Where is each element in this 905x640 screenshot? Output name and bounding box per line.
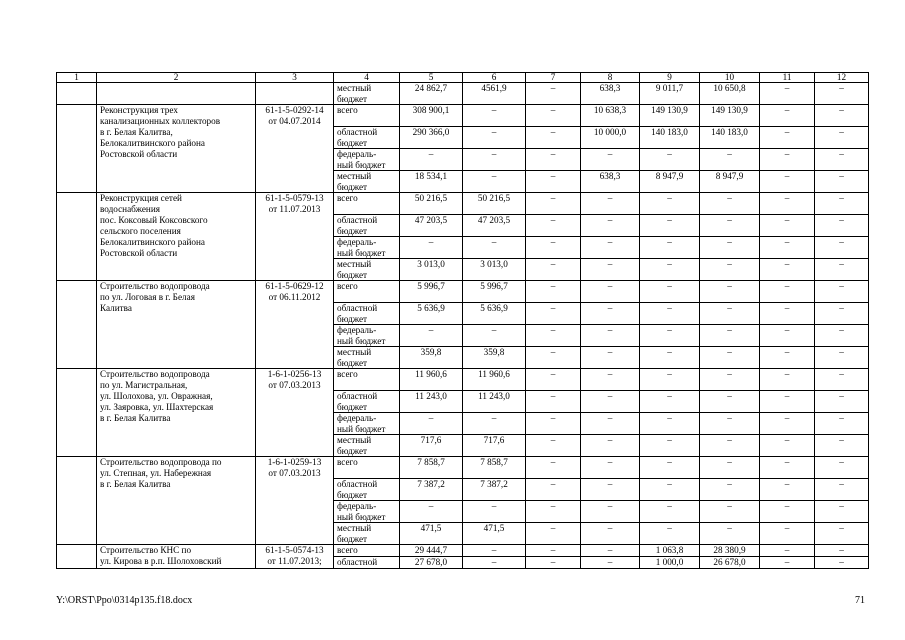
value-cell: 308 900,1: [400, 105, 463, 127]
value-cell: –: [581, 193, 640, 215]
value-cell: –: [700, 149, 760, 171]
value-cell: 10 650,8: [700, 83, 760, 105]
value-cell: –: [815, 479, 869, 501]
value-cell: –: [581, 479, 640, 501]
value-cell: –: [526, 369, 581, 391]
value-cell: –: [760, 171, 815, 193]
value-cell: –: [700, 281, 760, 303]
value-cell: –: [581, 557, 640, 569]
budget-type: всего: [334, 281, 400, 303]
value-cell: –: [760, 413, 815, 435]
value-cell: –: [526, 237, 581, 259]
value-cell: –: [815, 557, 869, 569]
value-cell: –: [815, 237, 869, 259]
value-cell: 8 947,9: [640, 171, 700, 193]
value-cell: –: [700, 391, 760, 413]
column-number: 1: [57, 73, 97, 83]
value-cell: –: [640, 259, 700, 281]
value-cell: –: [760, 545, 815, 557]
value-cell: 3 013,0: [400, 259, 463, 281]
column-number: 3: [256, 73, 334, 83]
value-cell: 7 387,2: [463, 479, 526, 501]
value-cell: –: [700, 215, 760, 237]
value-cell: –: [400, 413, 463, 435]
value-cell: –: [463, 413, 526, 435]
value-cell: –: [700, 369, 760, 391]
value-cell: –: [463, 127, 526, 149]
value-cell: –: [760, 105, 815, 127]
table-row: [57, 369, 869, 391]
empty-cell: [97, 83, 256, 105]
value-cell: –: [760, 391, 815, 413]
footer-file-path: Y:\ORST\Ppo\0314p135.f18.docx: [56, 595, 193, 606]
value-cell: –: [581, 325, 640, 347]
value-cell: –: [581, 523, 640, 545]
value-cell: –: [463, 325, 526, 347]
value-cell: 140 183,0: [700, 127, 760, 149]
value-cell: –: [526, 435, 581, 457]
project-name: Строительство КНС по ул. Кирова в р.п. Шолоховский: [97, 545, 256, 569]
value-cell: –: [815, 105, 869, 127]
value-cell: –: [700, 413, 760, 435]
value-cell: 10 000,0: [581, 127, 640, 149]
value-cell: –: [581, 281, 640, 303]
value-cell: –: [640, 413, 700, 435]
empty-cell: [57, 369, 97, 457]
column-number: 8: [581, 73, 640, 83]
value-cell: –: [700, 193, 760, 215]
value-cell: 27 678,0: [400, 557, 463, 569]
column-number: 9: [640, 73, 700, 83]
value-cell: –: [463, 171, 526, 193]
value-cell: –: [640, 325, 700, 347]
budget-type: всего: [334, 545, 400, 557]
value-cell: –: [815, 83, 869, 105]
value-cell: –: [760, 369, 815, 391]
value-cell: –: [463, 237, 526, 259]
value-cell: –: [760, 457, 815, 479]
value-cell: –: [815, 215, 869, 237]
value-cell: –: [815, 259, 869, 281]
value-cell: –: [815, 171, 869, 193]
value-cell: –: [815, 127, 869, 149]
value-cell: –: [463, 149, 526, 171]
value-cell: –: [760, 83, 815, 105]
value-cell: –: [400, 149, 463, 171]
value-cell: 29 444,7: [400, 545, 463, 557]
value-cell: 471,5: [463, 523, 526, 545]
value-cell: –: [760, 259, 815, 281]
header-row: [57, 73, 869, 83]
page-number: 71: [855, 595, 865, 606]
project-name: Строительство водопровода по ул. Логовая в г. Белая Калитва: [97, 281, 256, 369]
budget-type: местный бюджет: [334, 347, 400, 369]
value-cell: 717,6: [463, 435, 526, 457]
value-cell: 359,8: [400, 347, 463, 369]
value-cell: 47 203,5: [463, 215, 526, 237]
value-cell: –: [760, 347, 815, 369]
budget-type: местный бюджет: [334, 171, 400, 193]
value-cell: –: [640, 523, 700, 545]
value-cell: 638,3: [581, 171, 640, 193]
value-cell: 7 858,7: [463, 457, 526, 479]
value-cell: –: [815, 325, 869, 347]
value-cell: 149 130,9: [640, 105, 700, 127]
value-cell: –: [526, 303, 581, 325]
value-cell: –: [463, 545, 526, 557]
value-cell: –: [400, 237, 463, 259]
value-cell: –: [581, 303, 640, 325]
value-cell: –: [581, 501, 640, 523]
value-cell: –: [463, 501, 526, 523]
empty-cell: [57, 281, 97, 369]
value-cell: –: [700, 501, 760, 523]
value-cell: 11 243,0: [463, 391, 526, 413]
table-row: [57, 545, 869, 557]
value-cell: –: [581, 347, 640, 369]
project-name: Реконструкция трех канализационных коллекторов в г. Белая Калитва, Белокалитвинского района Ростовской области: [97, 105, 256, 193]
value-cell: –: [640, 237, 700, 259]
value-cell: 140 183,0: [640, 127, 700, 149]
budget-type: областной бюджет: [334, 479, 400, 501]
budget-type: областной бюджет: [334, 127, 400, 149]
value-cell: –: [640, 457, 700, 479]
value-cell: –: [760, 303, 815, 325]
value-cell: 1 063,8: [640, 545, 700, 557]
project-name: Строительство водопровода по ул. Степная, ул. Набережная в г. Белая Калитва: [97, 457, 256, 545]
value-cell: –: [640, 281, 700, 303]
value-cell: –: [815, 149, 869, 171]
value-cell: –: [526, 193, 581, 215]
value-cell: –: [700, 237, 760, 259]
value-cell: –: [581, 215, 640, 237]
value-cell: –: [640, 347, 700, 369]
value-cell: –: [526, 281, 581, 303]
table-row: [57, 281, 869, 303]
empty-cell: [57, 83, 97, 105]
budget-type: федераль- ный бюджет: [334, 149, 400, 171]
value-cell: 11 960,6: [463, 369, 526, 391]
value-cell: –: [815, 193, 869, 215]
value-cell: 28 380,9: [700, 545, 760, 557]
value-cell: –: [760, 127, 815, 149]
expertise-reference: 61-1-5-0579-13 от 11.07.2013: [256, 193, 334, 281]
value-cell: 1 000,0: [640, 557, 700, 569]
value-cell: –: [700, 303, 760, 325]
empty-cell: [57, 545, 97, 569]
budget-type: местный бюджет: [334, 259, 400, 281]
value-cell: –: [760, 435, 815, 457]
column-number: 2: [97, 73, 256, 83]
value-cell: –: [640, 391, 700, 413]
value-cell: –: [760, 479, 815, 501]
budget-type: областной бюджет: [334, 391, 400, 413]
value-cell: 24 862,7: [400, 83, 463, 105]
budget-type: всего: [334, 457, 400, 479]
value-cell: 18 534,1: [400, 171, 463, 193]
budget-type: областной: [334, 557, 400, 569]
value-cell: –: [815, 303, 869, 325]
budget-type: областной бюджет: [334, 215, 400, 237]
value-cell: 5 636,9: [463, 303, 526, 325]
value-cell: 5 636,9: [400, 303, 463, 325]
value-cell: –: [700, 325, 760, 347]
budget-type: всего: [334, 193, 400, 215]
budget-type: всего: [334, 369, 400, 391]
value-cell: –: [815, 369, 869, 391]
value-cell: 11 960,6: [400, 369, 463, 391]
value-cell: –: [760, 557, 815, 569]
value-cell: –: [700, 479, 760, 501]
value-cell: 149 130,9: [700, 105, 760, 127]
value-cell: –: [581, 369, 640, 391]
value-cell: –: [581, 413, 640, 435]
column-number: 12: [815, 73, 869, 83]
value-cell: –: [700, 435, 760, 457]
value-cell: –: [815, 545, 869, 557]
project-name: Строительство водопровода по ул. Магистральная, ул. Шолохова, ул. Овражная, ул. Заяровка, ул. Шахтерская в г. Белая Калитва: [97, 369, 256, 457]
value-cell: –: [526, 83, 581, 105]
column-number: 10: [700, 73, 760, 83]
value-cell: –: [760, 501, 815, 523]
value-cell: 8 947,9: [700, 171, 760, 193]
value-cell: 471,5: [400, 523, 463, 545]
value-cell: –: [640, 435, 700, 457]
value-cell: –: [581, 237, 640, 259]
column-number: 7: [526, 73, 581, 83]
budget-table: [56, 72, 869, 569]
empty-cell: [57, 105, 97, 193]
value-cell: –: [815, 457, 869, 479]
column-number: 6: [463, 73, 526, 83]
value-cell: –: [526, 347, 581, 369]
value-cell: 5 996,7: [463, 281, 526, 303]
value-cell: –: [760, 193, 815, 215]
value-cell: –: [581, 391, 640, 413]
value-cell: –: [815, 281, 869, 303]
value-cell: –: [640, 215, 700, 237]
expertise-reference: 1-6-1-0256-13 от 07.03.2013: [256, 369, 334, 457]
value-cell: –: [463, 105, 526, 127]
budget-type: федераль- ный бюджет: [334, 501, 400, 523]
table-row: [57, 105, 869, 127]
budget-type: местный бюджет: [334, 523, 400, 545]
value-cell: –: [640, 479, 700, 501]
empty-cell: [57, 193, 97, 281]
value-cell: –: [526, 149, 581, 171]
budget-type: областной бюджет: [334, 303, 400, 325]
value-cell: –: [581, 457, 640, 479]
value-cell: 50 216,5: [400, 193, 463, 215]
budget-type: федераль- ный бюджет: [334, 325, 400, 347]
value-cell: 50 216,5: [463, 193, 526, 215]
budget-type: местный бюджет: [334, 435, 400, 457]
value-cell: –: [526, 127, 581, 149]
expertise-reference: 61-1-5-0574-13 от 11.07.2013;: [256, 545, 334, 569]
value-cell: –: [640, 369, 700, 391]
expertise-reference: 61-1-5-0629-12 от 06.11.2012: [256, 281, 334, 369]
value-cell: 9 011,7: [640, 83, 700, 105]
value-cell: –: [815, 501, 869, 523]
value-cell: –: [526, 523, 581, 545]
value-cell: –: [640, 149, 700, 171]
value-cell: –: [815, 413, 869, 435]
value-cell: –: [815, 391, 869, 413]
table-row: [57, 457, 869, 479]
value-cell: –: [400, 325, 463, 347]
value-cell: –: [700, 523, 760, 545]
value-cell: 47 203,5: [400, 215, 463, 237]
value-cell: –: [700, 457, 760, 479]
value-cell: –: [815, 523, 869, 545]
value-cell: –: [640, 501, 700, 523]
budget-type: всего: [334, 105, 400, 127]
value-cell: 26 678,0: [700, 557, 760, 569]
expertise-reference: 1-6-1-0259-13 от 07.03.2013: [256, 457, 334, 545]
column-number: 4: [334, 73, 400, 83]
value-cell: –: [760, 215, 815, 237]
value-cell: 359,8: [463, 347, 526, 369]
table-row: [57, 83, 869, 105]
value-cell: –: [400, 501, 463, 523]
value-cell: –: [640, 303, 700, 325]
value-cell: 3 013,0: [463, 259, 526, 281]
value-cell: –: [815, 347, 869, 369]
value-cell: –: [581, 259, 640, 281]
value-cell: –: [526, 457, 581, 479]
value-cell: –: [526, 215, 581, 237]
value-cell: –: [760, 237, 815, 259]
value-cell: –: [526, 545, 581, 557]
budget-type: федераль- ный бюджет: [334, 413, 400, 435]
value-cell: –: [463, 557, 526, 569]
column-number: 5: [400, 73, 463, 83]
value-cell: –: [526, 479, 581, 501]
value-cell: –: [526, 391, 581, 413]
value-cell: –: [760, 149, 815, 171]
value-cell: 10 638,3: [581, 105, 640, 127]
value-cell: 4561,9: [463, 83, 526, 105]
value-cell: –: [526, 557, 581, 569]
value-cell: –: [526, 259, 581, 281]
value-cell: 7 858,7: [400, 457, 463, 479]
value-cell: 7 387,2: [400, 479, 463, 501]
budget-type: местный бюджет: [334, 83, 400, 105]
value-cell: –: [700, 259, 760, 281]
value-cell: –: [581, 545, 640, 557]
empty-cell: [256, 83, 334, 105]
value-cell: 717,6: [400, 435, 463, 457]
value-cell: –: [526, 105, 581, 127]
value-cell: 11 243,0: [400, 391, 463, 413]
value-cell: –: [640, 193, 700, 215]
value-cell: –: [581, 435, 640, 457]
value-cell: –: [526, 501, 581, 523]
value-cell: 290 366,0: [400, 127, 463, 149]
expertise-reference: 61-1-5-0292-14 от 04.07.2014: [256, 105, 334, 193]
budget-type: федераль- ный бюджет: [334, 237, 400, 259]
value-cell: –: [526, 413, 581, 435]
value-cell: –: [526, 325, 581, 347]
value-cell: 5 996,7: [400, 281, 463, 303]
value-cell: –: [760, 281, 815, 303]
table-row: [57, 193, 869, 215]
value-cell: –: [760, 523, 815, 545]
project-name: Реконструкция сетей водоснабжения пос. Коксовый Коксовского сельского поселения Белокалитвинского района Ростовской области: [97, 193, 256, 281]
value-cell: –: [581, 149, 640, 171]
value-cell: –: [700, 347, 760, 369]
value-cell: –: [815, 435, 869, 457]
value-cell: –: [760, 325, 815, 347]
column-number: 11: [760, 73, 815, 83]
value-cell: –: [526, 171, 581, 193]
empty-cell: [57, 457, 97, 545]
value-cell: 638,3: [581, 83, 640, 105]
